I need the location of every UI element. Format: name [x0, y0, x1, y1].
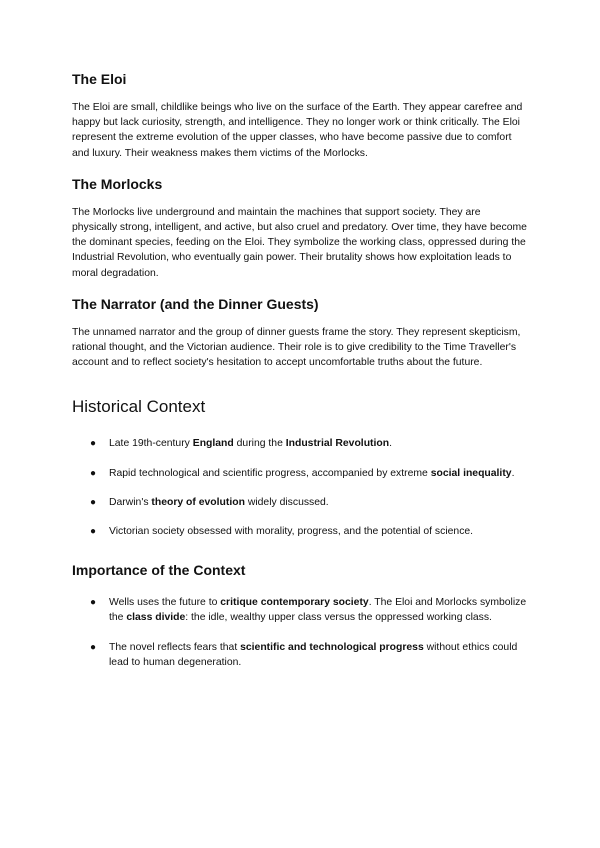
- bullet-icon: ●: [90, 526, 97, 538]
- bullet-icon: ●: [90, 438, 97, 450]
- bullet-icon: ●: [90, 496, 97, 508]
- bullet-icon: ●: [90, 597, 97, 609]
- paragraph-narrator: The unnamed narrator and the group of dinner guests frame the story. They represent skepticism, rational thought, and the Victorian audience. Their role is to give credibility to the Time Traveller's account and to reflect society's hesitation to accept uncomfortable truths about the future.: [72, 326, 521, 369]
- section-heading-eloi: The Eloi: [72, 71, 127, 87]
- section-heading-narrator: The Narrator (and the Dinner Guests): [72, 295, 319, 312]
- list-item: ● The novel reflects fears that scientific and technological progress without ethics could lead to human degeneration.: [90, 641, 518, 668]
- list-item: ● Wells uses the future to critique contemporary society. The Eloi and Morlocks symbolize the class divide: the idle, wealthy upper class versus the oppressed working class.: [90, 597, 527, 624]
- bullet-list-importance: [72, 595, 528, 670]
- paragraph-morlocks: The Morlocks live underground and maintain the machines that support society. They are physically strong, intelligent, and active, but also cruel and predatory. Over time, they have become the dominant species, feeding on the Eloi. They symbolize the working class, oppressed during the Industrial Revolution, who eventually gain power. Their brutality shows how exploitation leads to moral degradation.: [72, 206, 527, 279]
- bullet-icon: ●: [90, 467, 97, 479]
- section-heading-importance: Importance of the Context: [72, 562, 246, 579]
- paragraph-eloi: The Eloi are small, childlike beings who live on the surface of the Earth. They appear carefree and happy but lack curiosity, strength, and intelligence. They no longer work or think critically. The Eloi represent the extreme evolution of the upper classes, who have become passive due to comfort and luxury. Their weakness makes them victims of the Morlocks.: [72, 102, 523, 159]
- section-heading-morlocks: The Morlocks: [72, 175, 163, 192]
- list-item: ● Late 19th-century England during the Industrial Revolution.: [72, 436, 528, 451]
- list-item: ● Rapid technological and scientific progress, accompanied by extreme social inequality.: [72, 466, 528, 481]
- bullet-icon: ●: [90, 641, 97, 653]
- list-item: ● Darwin's theory of evolution widely discussed.: [72, 495, 528, 510]
- list-item: ● Victorian society obsessed with morality, progress, and the potential of science.: [72, 524, 528, 539]
- section-heading-historical-context: Historical Context: [72, 397, 206, 417]
- bullet-list-historical: [72, 436, 528, 539]
